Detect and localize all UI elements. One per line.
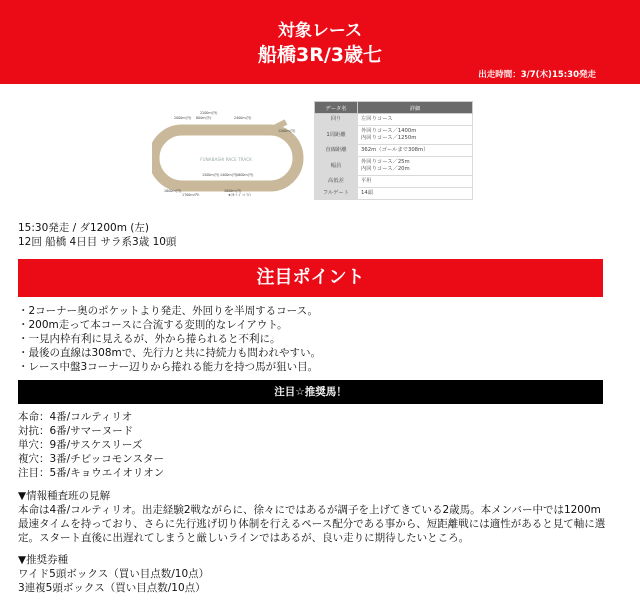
label-2400: 2400m(外)	[234, 116, 252, 120]
race-header	[0, 0, 640, 84]
bets-section	[18, 553, 209, 595]
row-key: 直線距離	[315, 145, 358, 157]
label-2000: 2000m(外)	[174, 116, 192, 120]
row-value: 外回りコース／1400m 内回りコース／1250m	[358, 126, 473, 145]
list-item: ・一見内枠有利に見えるが、外から捲られると不利に。	[18, 333, 281, 345]
track-note: ★ｽﾀｰﾄ ｺﾞｰﾙ ﾗｲﾝ	[228, 193, 252, 196]
picks-list	[18, 410, 164, 480]
list-item: ・最後の直線は308mで、先行力と共に持続力も問われやすい。	[18, 347, 322, 359]
table-row	[315, 145, 473, 157]
row-key: 1周距離	[315, 126, 358, 145]
bet-line: 3連複5頭ボックス（買い目点数/10点）	[18, 582, 206, 594]
label-800: 800m(外)	[196, 116, 212, 120]
start-time: 出走時間：3/7(木)15:30発走	[478, 70, 596, 80]
race-distance: 15:30発走 / ダ1200m (左)	[18, 222, 149, 234]
label-1400: 1400m(外)	[220, 173, 238, 177]
header-key: データ名	[315, 102, 358, 114]
course-data-table	[314, 101, 473, 200]
table-row	[315, 188, 473, 200]
table-row	[315, 157, 473, 176]
label-2200: 2200m(外)	[200, 111, 218, 115]
row-value: 平坦	[358, 176, 473, 188]
list-item: 注目：5番/キョウエイオリオン	[18, 467, 165, 479]
table-row	[315, 126, 473, 145]
row-value: 14頭	[358, 188, 473, 200]
list-item: ・レース中盤3コーナー辺りから捲れる能力を持つ馬が狙い目。	[18, 361, 319, 373]
header-title: 対象レース	[277, 21, 363, 41]
points-title: 注目ポイント	[18, 259, 603, 297]
list-item: 複穴：3番/チビッコモンスター	[18, 453, 164, 465]
label-1200: 1200m(外)	[278, 129, 296, 133]
row-key: 幅員	[315, 157, 358, 176]
analysis-section	[18, 489, 608, 545]
bet-line: ワイド5頭ボックス（買い目点数/10点）	[18, 568, 210, 580]
analysis-heading: ▼情報種査班の見解	[18, 490, 111, 502]
analysis-body: 本命は4番/コルティリオ。出走経験2戦ながらに、徐々にではあるが調子を上げてきている2歳馬。本メンバー中では1200m最速タイムを持っており、さらに先行逃げ切り体制を行えるペース配分である事から、短距離戦には適性があると見て軸に選定。スタート直後に出遅れてしまうと厳しいラインではあるが、良い走りに期待したいところ。	[18, 504, 606, 544]
table-row	[315, 176, 473, 188]
label-1800: 1800m(外)	[164, 189, 182, 193]
bets-heading: ▼推奨券種	[18, 554, 69, 566]
race-meta: 12回 船橋 4日目 サラ系3歳 10頭	[18, 236, 177, 248]
row-value: 左回りコース	[358, 114, 473, 126]
picks-title: 注目☆推奨馬！	[18, 380, 603, 404]
row-key: 高低差	[315, 176, 358, 188]
row-value: 外回りコース／25m 内回りコース／20m	[358, 157, 473, 176]
race-name: 船橋3R/3歳七	[257, 44, 382, 66]
track-map	[152, 104, 304, 196]
label-1700: 1700m(内)	[182, 193, 200, 196]
table-row	[315, 114, 473, 126]
row-key: 回り	[315, 114, 358, 126]
list-item: 対抗：6番/サマーヌード	[18, 425, 134, 437]
label-1000: 1000m(外)	[224, 189, 242, 193]
row-value: 362m（ゴールまで308m）	[358, 145, 473, 157]
points-list	[18, 304, 321, 374]
header-value: 詳細	[358, 102, 473, 114]
list-item: 本命：4番/コルティリオ	[18, 411, 133, 423]
label-1600: 1600m(外)	[236, 173, 254, 177]
list-item: 単穴：9番/サスケスリーズ	[18, 439, 143, 451]
race-info	[18, 221, 176, 249]
track-name: FUNABASHI RACE TRACK	[200, 157, 252, 162]
list-item: ・2コーナー奥のポケットより発走、外回りを半周するコース。	[18, 305, 318, 317]
list-item: ・200m走って本コースに合流する変則的なレイアウト。	[18, 319, 288, 331]
row-key: フルゲート	[315, 188, 358, 200]
label-1500: 1500m(外)	[202, 173, 220, 177]
table-header-row	[315, 102, 473, 114]
